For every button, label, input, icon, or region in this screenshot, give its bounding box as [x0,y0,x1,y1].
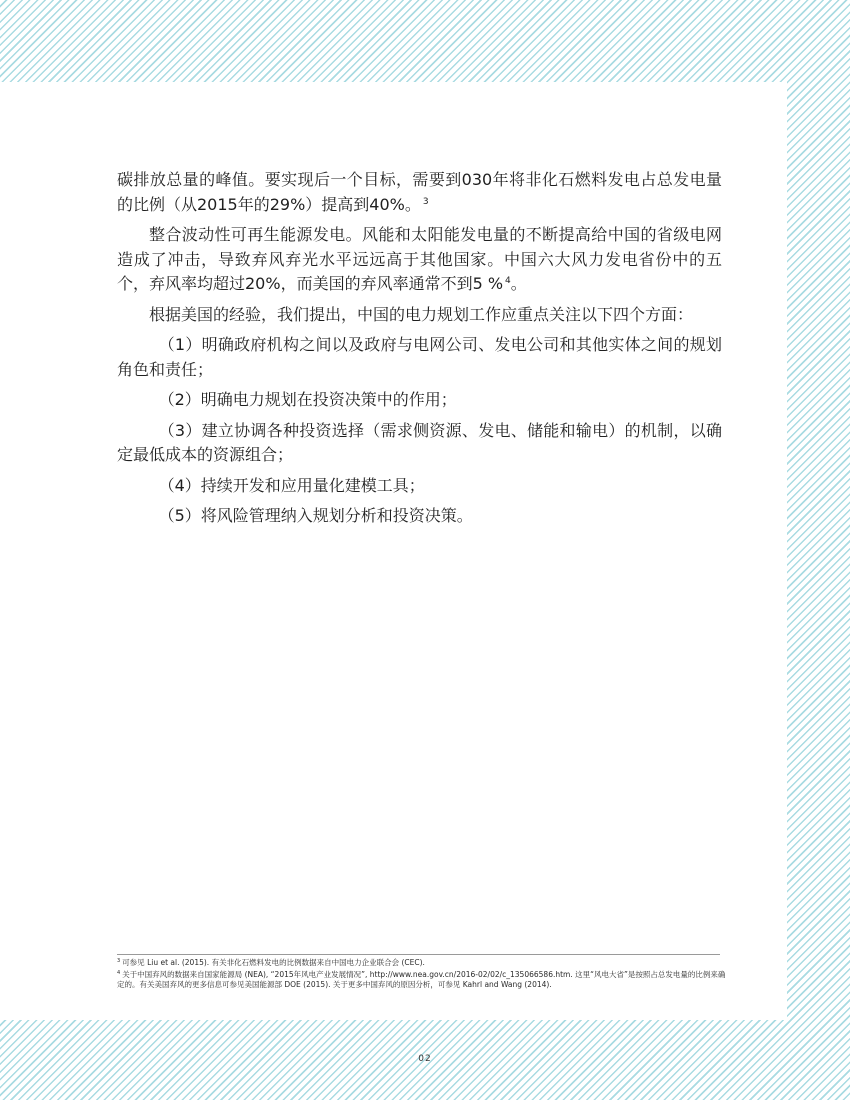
footnote-4-number: 4 [117,969,121,976]
footnote-3-text: 可参见 Liu et al. (2015). 有关非化石燃料发电的比例数据来自中国电力企业联合会 (CEC). [122,958,425,967]
list-item-3: （3）建立协调各种投资选择（需求侧资源、发电、储能和输电）的机制，以确定最低成本的资源组合； [117,420,722,464]
footnote-ref-3: 3 [422,196,429,207]
list-item-5: （5）将风险管理纳入规划分析和投资决策。 [158,506,473,525]
footnote-ref-4: 4 [505,276,511,286]
list-item-2: （2）明确电力规划在投资决策中的作用； [158,390,457,409]
footnote-3 [117,958,727,969]
paragraph-3: 根据美国的经验，我们提出，中国的电力规划工作应重点关注以下四个方面： [149,304,694,324]
footnote-4 [117,970,727,991]
footnotes [117,958,727,992]
list-item-1: （1）明确政府机构之间以及政府与电网公司、发电公司和其他实体之间的规划角色和责任； [117,335,722,379]
paragraph-1-text: 碳排放总量的峰值。要实现后一个目标，需要到030年将非化石燃料发电占总发电量的比例（从2015年的29%）提高到40%。 [117,170,722,214]
page-number: 02 [418,1054,432,1064]
paragraph-2 [117,223,722,297]
footnote-divider [117,954,720,955]
body-text [117,168,722,535]
footnote-3-number: 3 [117,958,121,964]
list-item-4: （4）持续开发和应用量化建模工具； [158,475,425,495]
paragraph-1 [117,168,722,217]
paragraph-2-end: 。 [510,274,527,293]
paragraph-2-text: 整合波动性可再生能源发电。风能和太阳能发电量的不断提高给中国的省级电网造成了冲击，导致弃风弃光水平远远高于其他国家。中国六大风力发电省份中的五个，弃风率均超过20%，而美国的弃风率通常不到5 % [117,225,722,293]
footnote-4-text: 关于中国弃风的数据来自国家能源局 (NEA), “2015年风电产业发展情况”, http://www.nea.gov.cn/2016-02/02/c_135066586.htm. 这里“风电大省”是按照占总发电量的比例来确定的。有关美国弃风的更多信息可参见美国能源部 DOE (2015). 关于更多中国弃风的原因分析，可参见 Kahrl and Wang (2014). [117,969,726,989]
